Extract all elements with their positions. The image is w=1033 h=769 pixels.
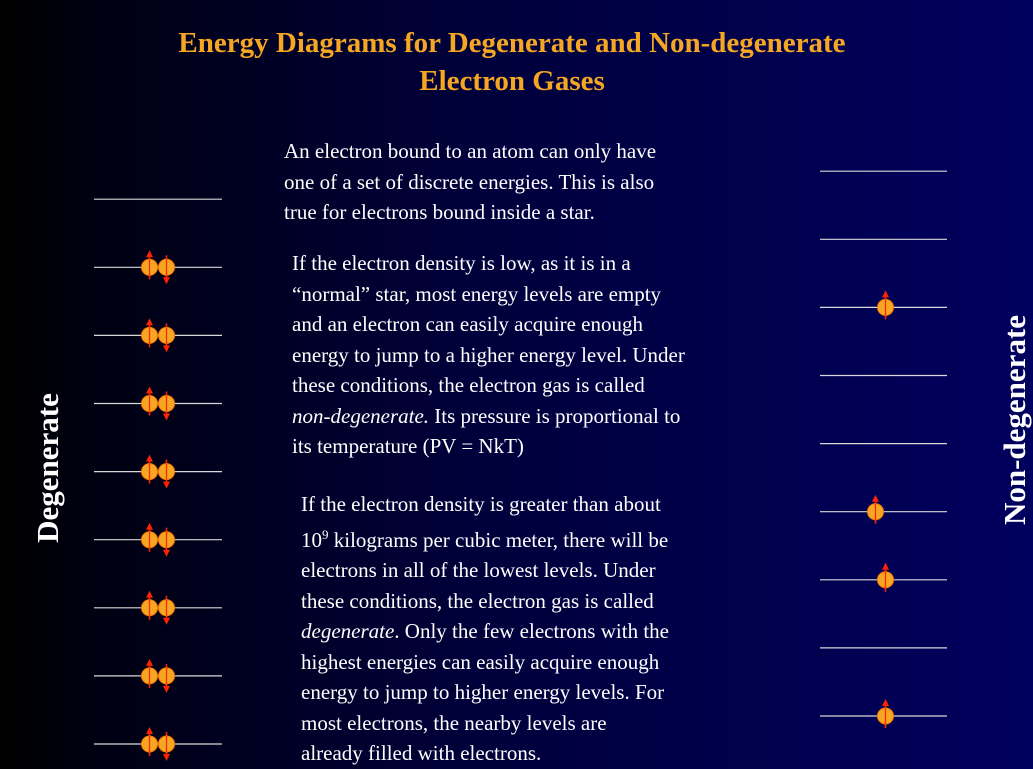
spin-up-electron (878, 563, 894, 592)
spin-up-electron (142, 250, 158, 279)
non-degenerate-term: non-degenerate. (292, 403, 430, 428)
paragraph-line: electrons in all of the lowest levels. Under (301, 558, 656, 582)
paragraph-text: Its pressure is proportional to (429, 403, 681, 428)
spin-up-arrowhead (882, 699, 889, 706)
paragraph-text: 10 (301, 527, 322, 552)
paragraph-line: already filled with electrons. (301, 741, 542, 765)
intro-line: one of a set of discrete energies. This is also (284, 169, 655, 194)
paragraph-line: If the electron density is greater than about (301, 492, 661, 516)
paragraph-line: its temperature (PV = NkT) (292, 434, 524, 458)
title-line-2: Electron Gases (419, 65, 605, 97)
spin-down-electron (159, 460, 175, 489)
spin-up-arrowhead (146, 659, 153, 666)
spin-down-arrowhead (163, 414, 170, 421)
spin-up-arrowhead (882, 563, 889, 570)
spin-down-arrowhead (163, 482, 170, 489)
spin-down-arrowhead (163, 277, 170, 284)
spin-up-electron (142, 455, 158, 484)
paragraph-line: highest energies can easily acquire enough (301, 649, 660, 674)
paragraph-text: kilograms per cubic meter, there will be (328, 527, 669, 552)
spin-down-arrowhead (163, 686, 170, 693)
spin-down-electron (159, 664, 175, 693)
paragraph-line: these conditions, the electron gas is called (292, 373, 645, 397)
intro-line: true for electrons bound inside a star. (284, 200, 595, 224)
spin-up-arrowhead (146, 591, 153, 598)
spin-up-arrowhead (872, 495, 879, 502)
spin-down-arrowhead (163, 618, 170, 625)
non-degenerate-energy-ladder (820, 171, 947, 728)
spin-up-electron (878, 290, 894, 319)
spin-up-arrowhead (146, 250, 153, 257)
spin-up-arrowhead (146, 455, 153, 462)
paragraph-line: energy to jump to a higher energy level. Under (292, 342, 685, 367)
spin-up-arrowhead (882, 290, 889, 297)
spin-up-arrowhead (146, 387, 153, 394)
spin-down-electron (159, 596, 175, 625)
non-degenerate-label: Non-degenerate (997, 314, 1032, 526)
spin-down-electron (159, 323, 175, 352)
spin-up-electron (142, 727, 158, 756)
spin-down-electron (159, 732, 175, 761)
paragraph-text: . Only the few electrons with the (394, 619, 669, 643)
paragraph-line: these conditions, the electron gas is called (301, 588, 654, 613)
spin-up-arrowhead (146, 727, 153, 734)
intro-line: An electron bound to an atom can only have (284, 139, 657, 163)
degenerate-label: Degenerate (30, 393, 65, 543)
spin-down-arrowhead (163, 345, 170, 352)
spin-up-arrowhead (146, 318, 153, 325)
spin-up-electron (868, 495, 884, 524)
spin-up-electron (878, 699, 894, 728)
spin-up-electron (142, 387, 158, 416)
spin-up-electron (142, 659, 158, 688)
spin-up-electron (142, 591, 158, 620)
spin-down-electron (159, 392, 175, 421)
paragraph-line: most electrons, the nearby levels are (301, 710, 607, 735)
spin-down-arrowhead (163, 550, 170, 557)
paragraph-line: “normal” star, most energy levels are empty (292, 281, 662, 306)
degenerate-term: degenerate (301, 619, 395, 643)
exponent: 9 (322, 526, 329, 542)
spin-up-electron (142, 523, 158, 552)
paragraph-line: and an electron can easily acquire enough (292, 312, 644, 336)
spin-down-electron (159, 528, 175, 557)
paragraph-line: energy to jump to higher energy levels. For (301, 680, 665, 704)
paragraph-line: If the electron density is low, as it is in a (292, 251, 631, 275)
spin-up-electron (142, 318, 158, 347)
spin-down-arrowhead (163, 754, 170, 761)
degenerate-energy-ladder (94, 199, 222, 761)
title-line-1: Energy Diagrams for Degenerate and Non-degenerate (178, 27, 846, 59)
spin-down-electron (159, 255, 175, 284)
spin-up-arrowhead (146, 523, 153, 530)
